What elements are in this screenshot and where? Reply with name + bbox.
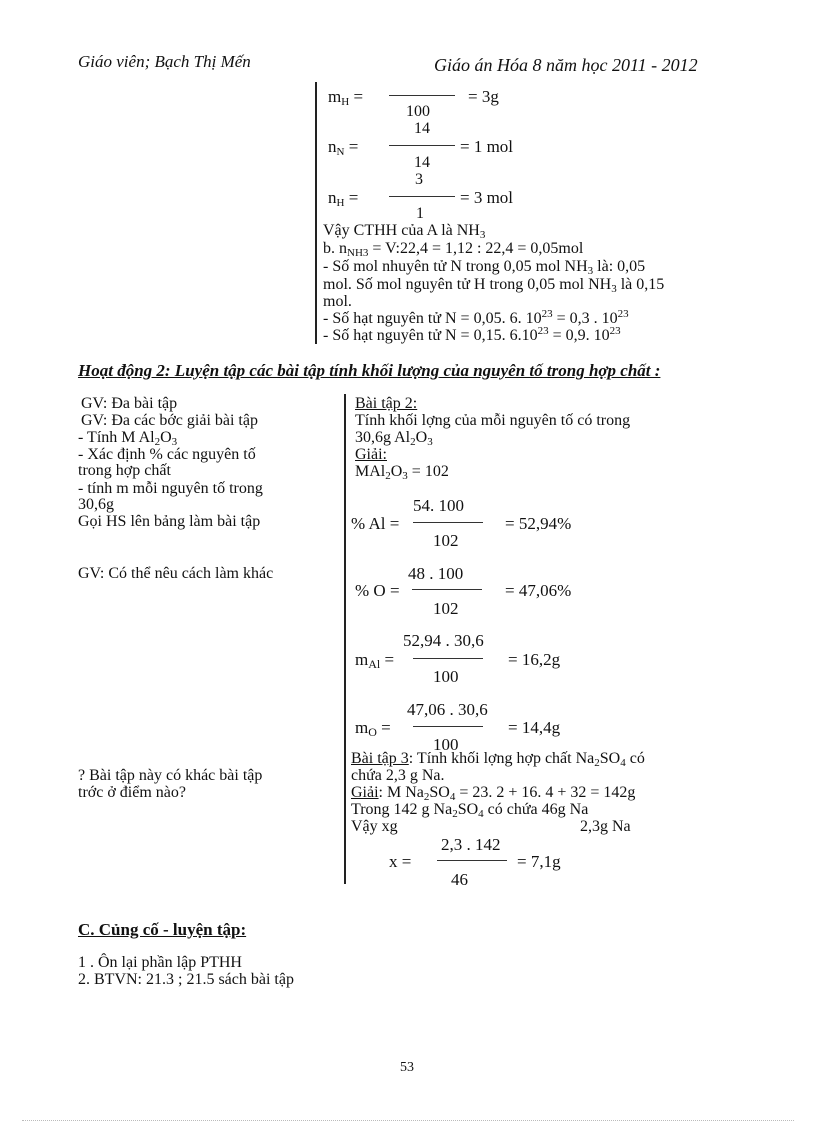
page-bottom-border xyxy=(22,1120,794,1121)
left-line-1: GV: Đa bài tập xyxy=(81,395,178,412)
exercise-3-molar-mass: Giải: M $Na_2SO_4 = 23$. 2 + 16. 4 + 32 = 142g xyxy=(351,784,636,803)
mass-o-result: = 14,4g xyxy=(508,718,561,737)
course-title: Giáo án Hóa 8 năm học 2011 - 2012 xyxy=(434,55,698,75)
x-fraction-bar xyxy=(437,860,507,861)
nN-denominator: 14 xyxy=(414,154,430,171)
x-denominator: 46 xyxy=(451,870,468,889)
percent-o-denominator: 102 xyxy=(433,599,459,618)
atom-count-h: - Số hạt nguyên tử N = 0,15. $6.10^{23} = 0,9$. $10^{23}$ xyxy=(323,325,621,344)
left-line-3: - Tính M $Al_2O_3$ xyxy=(78,429,178,448)
mol-atoms-line-1: - Số mol nhuyên tử N trong 0,05 mol $NH_3$ là: 0,05 xyxy=(323,258,646,277)
table-column-divider xyxy=(344,394,346,884)
mass-al-label: $m_{Al}$ = xyxy=(355,650,395,671)
percent-o-label: % O = xyxy=(355,581,400,600)
nH-denominator: 1 xyxy=(416,205,424,222)
left-line-5: trong hợp chất xyxy=(78,462,171,479)
left-line-8: Gọi HS lên bảng làm bài tập xyxy=(78,513,261,530)
left-line-6: - tính m mỗi nguyên tố trong xyxy=(78,480,263,497)
nH-numerator: 3 xyxy=(415,171,423,188)
top-column-divider xyxy=(315,82,317,344)
left-line-7: 30,6g xyxy=(78,496,114,513)
nN-numerator: 14 xyxy=(414,120,430,137)
percent-o-result: = 47,06% xyxy=(505,581,572,600)
mass-al-denominator: 100 xyxy=(433,667,459,686)
mH-label: $m_H$ = xyxy=(328,87,364,108)
exercise-2-line-2: 30,6g $Al_2O_3$ xyxy=(355,429,433,448)
exercise-2-title: Bài tập 2: xyxy=(355,395,418,412)
mass-o-numerator: 47,06 . 30,6 xyxy=(407,700,488,719)
nH-result: = 3 mol xyxy=(460,188,514,207)
teacher-name: Giáo viên; Bạch Thị Mến xyxy=(78,52,251,71)
mol-atoms-line-3: mol. xyxy=(323,293,352,310)
percent-o-fraction-bar xyxy=(412,589,482,590)
left-line-2: GV: Đa các bớc giải bài tập xyxy=(81,412,258,429)
exercise-2-line-1: Tính khối lợng của mỗi nguyên tố có trong xyxy=(355,412,631,429)
left-line-9: GV: Có thể nêu cách làm khác xyxy=(78,565,274,582)
mass-al-result: = 16,2g xyxy=(508,650,561,669)
nN-fraction-bar xyxy=(389,145,455,146)
exercise-3-proportion-2-right: 2,3g Na xyxy=(580,818,631,835)
mass-o-denominator: 100 xyxy=(433,735,459,754)
mass-al-fraction-bar xyxy=(413,658,483,659)
page-number: 53 xyxy=(400,1060,414,1075)
left-line-11: trớc ở điểm nào? xyxy=(78,784,186,801)
nN-result: = 1 mol xyxy=(460,137,514,156)
exercise-3-proportion-1: Trong 142 g $Na_2SO_4$ có chứa 46g Na xyxy=(351,801,589,820)
percent-al-numerator: 54. 100 xyxy=(413,496,464,515)
mass-al-numerator: 52,94 . 30,6 xyxy=(403,631,484,650)
percent-al-label: % Al = xyxy=(351,514,400,533)
nH-fraction-bar xyxy=(389,196,455,197)
x-result: = 7,1g xyxy=(517,852,561,871)
x-numerator: 2,3 . 142 xyxy=(441,835,501,854)
nN-label: $n_N$ = xyxy=(328,137,359,158)
mass-o-label: $m_O$ = xyxy=(355,718,391,739)
exercise-3-proportion-2: Vậy xg xyxy=(351,818,398,835)
percent-al-denominator: 102 xyxy=(433,531,459,550)
mol-atoms-line-2: mol. Số mol nguyên tử H trong 0,05 mol $NH_3$ là 0,15 xyxy=(323,276,665,295)
atom-count-n: - Số hạt nguyên tử N = 0,05. 6. $10^{23} = 0,3$ . $10^{23}$ xyxy=(323,308,629,327)
section-c-item-1: 1 . Ôn lại phần lập PTHH xyxy=(78,954,242,971)
mH-fraction-bar xyxy=(389,95,455,96)
solution-label: Giải: xyxy=(355,446,387,463)
mass-o-fraction-bar xyxy=(413,726,483,727)
cthh-conclusion: Vậy CTHH của A là $NH_3$ xyxy=(323,222,486,241)
exercise-3-line-2: chứa 2,3 g Na. xyxy=(351,767,445,784)
exercise-3-line-1: Bài tập 3: Tính khối lợng hợp chất $Na_2SO_4$ có xyxy=(351,750,645,769)
x-label: x = xyxy=(389,852,412,871)
mH-denominator: 100 xyxy=(406,103,430,120)
moles-nh3: b. $n_{NH3}$ = V:22,4 = 1,12 : 22,4 = 0,05mol xyxy=(323,240,584,259)
activity-2-heading: Hoạt động 2: Luyện tập các bài tập tính khối lượng của nguyên tố trong hợp chất : xyxy=(78,361,661,380)
section-c-item-2: 2. BTVN: 21.3 ; 21.5 sách bài tập xyxy=(78,971,294,988)
nH-label: $n_H$ = xyxy=(328,188,359,209)
molar-mass-al2o3: $MAl_2O_3 = 102$ xyxy=(355,463,449,482)
left-line-4: - Xác định % các nguyên tố xyxy=(78,446,256,463)
percent-al-result: = 52,94% xyxy=(505,514,572,533)
left-line-10: ? Bài tập này có khác bài tập xyxy=(78,767,263,784)
percent-al-fraction-bar xyxy=(413,522,483,523)
section-c-title: C. Củng cố - luyện tập: xyxy=(78,920,247,939)
percent-o-numerator: 48 . 100 xyxy=(408,564,464,583)
mH-result: = 3g xyxy=(468,87,499,106)
